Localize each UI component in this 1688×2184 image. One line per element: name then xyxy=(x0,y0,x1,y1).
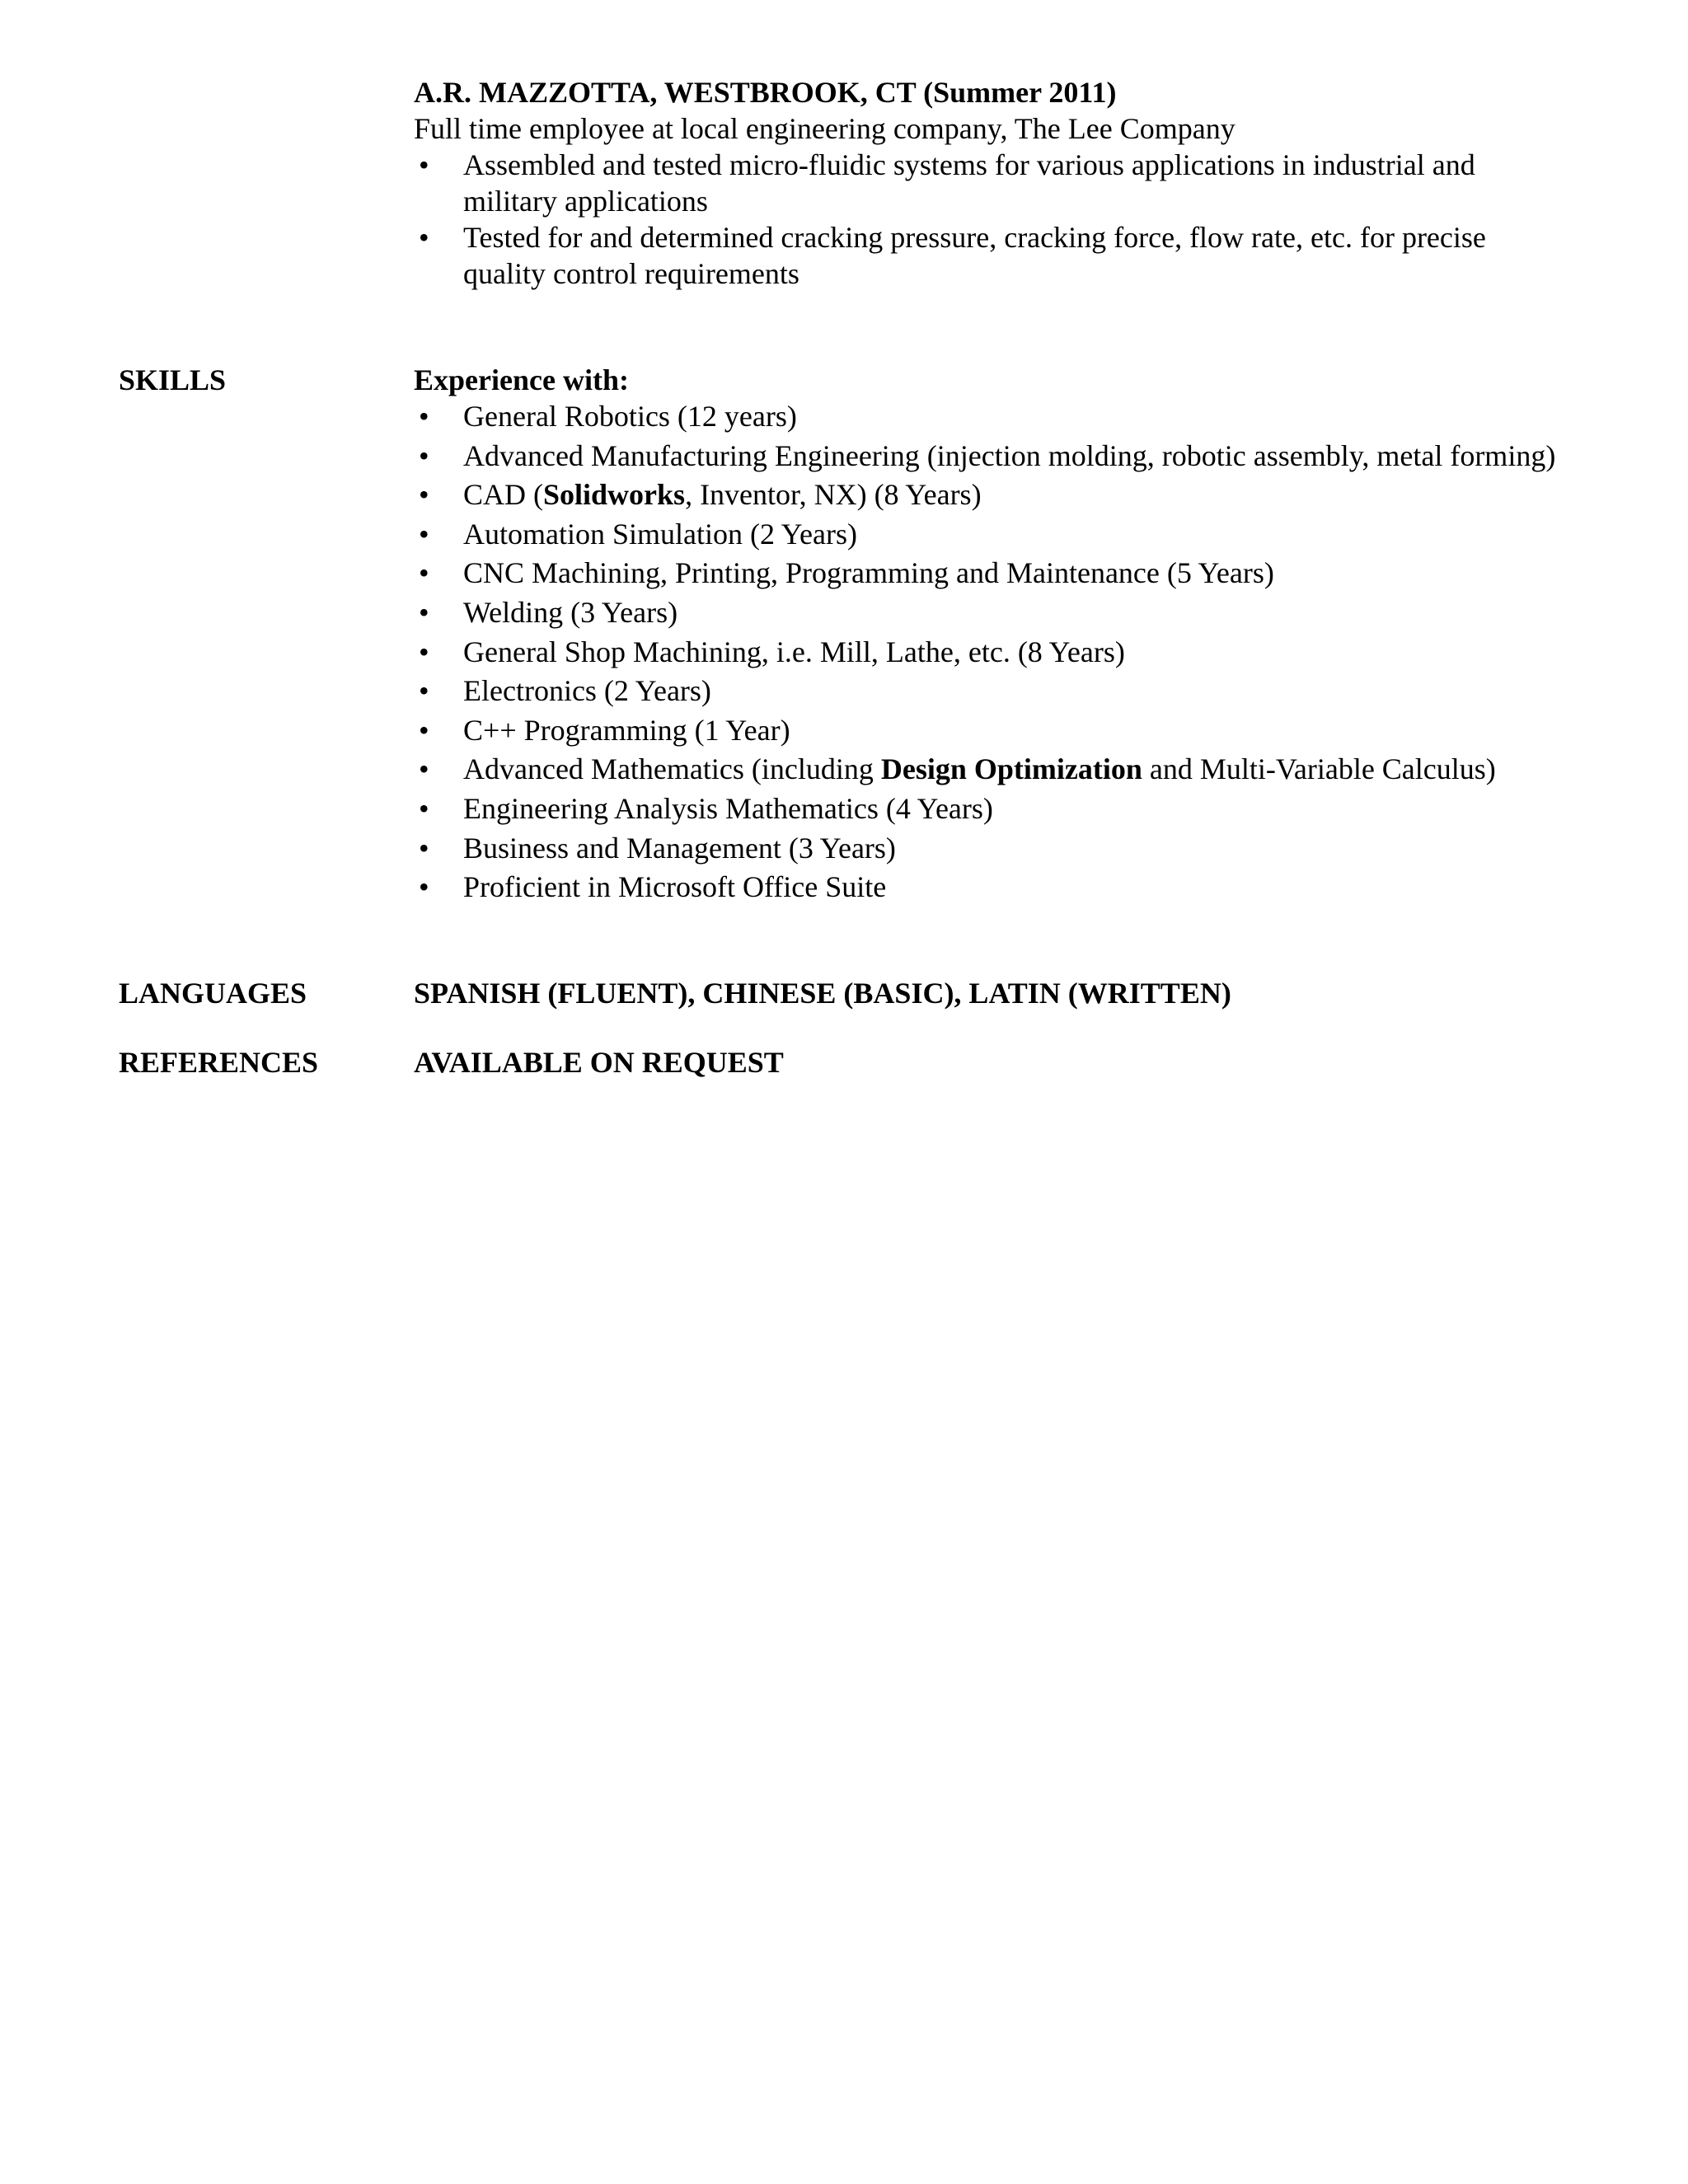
job-bullet-list xyxy=(414,147,1568,292)
skill-item xyxy=(414,712,1568,748)
bullet-icon: • xyxy=(419,870,429,904)
skill-item xyxy=(414,790,1568,827)
bullet-icon: • xyxy=(419,438,429,472)
skill-item xyxy=(414,438,1568,474)
bullet-icon: • xyxy=(419,831,429,865)
skill-text-bold: Design Optimization xyxy=(880,752,1142,786)
bullet-icon: • xyxy=(419,595,429,629)
job-bullet xyxy=(414,147,1568,219)
skill-item xyxy=(414,751,1568,787)
bullet-icon: • xyxy=(419,635,429,668)
skills-section xyxy=(414,362,1568,908)
job-title: A.R. MAZZOTTA, WESTBROOK, CT (Summer 2011) xyxy=(414,76,1117,109)
skill-text-before: Advanced Mathematics (including xyxy=(463,752,881,786)
skills-heading: Experience with: xyxy=(414,363,629,396)
bullet-icon: • xyxy=(419,556,429,590)
skill-text: Welding (3 Years) xyxy=(463,595,678,629)
bullet-icon: • xyxy=(419,674,429,708)
skill-text: General Robotics (12 years) xyxy=(463,400,797,433)
languages-value: SPANISH (FLUENT), CHINESE (BASIC), LATIN (WRITTEN) xyxy=(414,977,1231,1010)
bullet-icon: • xyxy=(419,221,429,254)
references-value: AVAILABLE ON REQUEST xyxy=(414,1046,784,1079)
job-description: Full time employee at local engineering company, The Lee Company xyxy=(414,112,1236,145)
bullet-icon: • xyxy=(419,400,429,433)
references-section-label: REFERENCES xyxy=(119,1046,319,1079)
skill-text: Business and Management (3 Years) xyxy=(463,831,896,865)
job-entry xyxy=(414,74,1568,292)
skill-text: Automation Simulation (2 Years) xyxy=(463,517,857,551)
bullet-icon: • xyxy=(419,517,429,551)
skill-item xyxy=(414,634,1568,670)
skill-text: Proficient in Microsoft Office Suite xyxy=(463,870,887,904)
job-bullet-text: Assembled and tested micro-fluidic systems for various applications in industrial and military applications xyxy=(463,148,1475,218)
skill-text-bold: Solidworks xyxy=(543,478,686,512)
skills-list xyxy=(414,398,1568,905)
skill-text: CNC Machining, Printing, Programming and Maintenance (5 Years) xyxy=(463,556,1274,590)
skill-text: Advanced Manufacturing Engineering (injection molding, robotic assembly, metal forming) xyxy=(463,438,1556,472)
skill-item xyxy=(414,476,1568,513)
skill-text-before: CAD ( xyxy=(463,478,543,512)
skills-section-label: SKILLS xyxy=(119,363,227,396)
skill-item xyxy=(414,830,1568,866)
skill-text: General Shop Machining, i.e. Mill, Lathe, etc. (8 Years) xyxy=(463,635,1125,668)
job-bullet-text: Tested for and determined cracking pressure, cracking force, flow rate, etc. for precise quality control requirements xyxy=(463,221,1486,290)
bullet-icon: • xyxy=(419,478,429,512)
skill-item xyxy=(414,869,1568,905)
bullet-icon: • xyxy=(419,713,429,747)
skill-item xyxy=(414,398,1568,434)
skill-text-after: and Multi-Variable Calculus) xyxy=(1142,752,1496,786)
languages-section-label: LANGUAGES xyxy=(119,977,307,1010)
skill-item xyxy=(414,555,1568,591)
bullet-icon: • xyxy=(419,791,429,825)
skill-item xyxy=(414,594,1568,630)
skill-item xyxy=(414,673,1568,709)
bullet-icon: • xyxy=(419,148,429,181)
skill-text: C++ Programming (1 Year) xyxy=(463,713,790,747)
bullet-icon: • xyxy=(419,752,429,786)
skill-text-after: , Inventor, NX) (8 Years) xyxy=(685,478,982,512)
skill-text: Engineering Analysis Mathematics (4 Years) xyxy=(463,791,993,825)
skill-item xyxy=(414,516,1568,552)
skill-text: Electronics (2 Years) xyxy=(463,674,711,708)
job-bullet xyxy=(414,219,1568,292)
